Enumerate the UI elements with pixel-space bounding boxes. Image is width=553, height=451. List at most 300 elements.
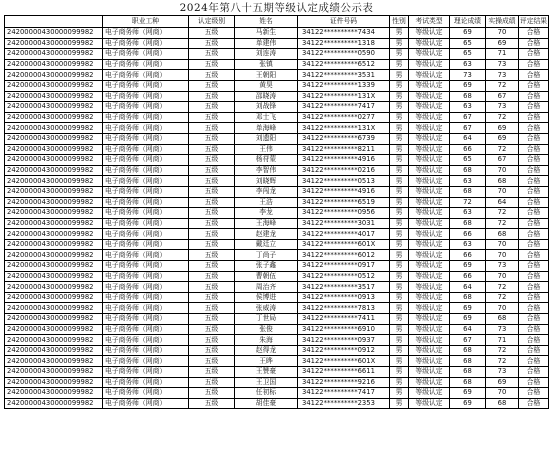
cell-practical-score: 68: [486, 176, 519, 187]
cell-theory-score: 69: [450, 261, 486, 272]
cell-exam-type: 等级认定: [409, 49, 450, 60]
cell-id-number: 34122**********6512: [298, 59, 390, 70]
cell-id-number: 34122**********4017: [298, 229, 390, 240]
cell-id-number: 34122**********0913: [298, 292, 390, 303]
cell-exam-type: 等级认定: [409, 292, 450, 303]
cell-practical-score: 73: [486, 59, 519, 70]
cell-theory-score: 69: [450, 28, 486, 39]
cell-level: 五级: [189, 356, 235, 367]
cell-exam-type: 等级认定: [409, 208, 450, 219]
cell-occupation: 电子商务师（网商）: [103, 165, 189, 176]
cell-exam-type: 等级认定: [409, 133, 450, 144]
cell-level: 五级: [189, 271, 235, 282]
table-row: [5, 123, 549, 134]
cell-id-number: 34122**********6739: [298, 133, 390, 144]
cell-result: 合格: [519, 282, 549, 293]
cell-gender: 男: [390, 59, 409, 70]
cell-name: 赵建龙: [235, 229, 298, 240]
cell-practical-score: 70: [486, 271, 519, 282]
cell-theory-score: 67: [450, 112, 486, 123]
cell-theory-score: 63: [450, 208, 486, 219]
cell-id-number: 34122**********1318: [298, 38, 390, 49]
cell-batch-code: 24200000430000099982: [5, 49, 103, 60]
cell-batch-code: 24200000430000099982: [5, 314, 103, 325]
cell-result: 合格: [519, 377, 549, 388]
cell-theory-score: 66: [450, 250, 486, 261]
cell-exam-type: 等级认定: [409, 28, 450, 39]
cell-id-number: 34122**********0956: [298, 208, 390, 219]
cell-practical-score: 72: [486, 218, 519, 229]
cell-theory-score: 67: [450, 335, 486, 346]
table-row: [5, 292, 549, 303]
table-row: [5, 250, 549, 261]
table-row: [5, 197, 549, 208]
cell-practical-score: 67: [486, 91, 519, 102]
cell-result: 合格: [519, 59, 549, 70]
cell-result: 合格: [519, 314, 549, 325]
cell-occupation: 电子商务师（网商）: [103, 229, 189, 240]
cell-id-number: 34122**********6910: [298, 324, 390, 335]
cell-name: 曹朝伍: [235, 271, 298, 282]
cell-level: 五级: [189, 144, 235, 155]
cell-id-number: 34122**********4916: [298, 155, 390, 166]
cell-name: 王海峰: [235, 218, 298, 229]
cell-occupation: 电子商务师（网商）: [103, 218, 189, 229]
cell-occupation: 电子商务师（网商）: [103, 133, 189, 144]
cell-name: 胡佳豪: [235, 398, 298, 409]
cell-result: 合格: [519, 229, 549, 240]
table-row: [5, 91, 549, 102]
cell-batch-code: 24200000430000099982: [5, 165, 103, 176]
cell-gender: 男: [390, 102, 409, 113]
cell-batch-code: 24200000430000099982: [5, 186, 103, 197]
cell-gender: 男: [390, 38, 409, 49]
cell-gender: 男: [390, 208, 409, 219]
cell-practical-score: 69: [486, 123, 519, 134]
cell-practical-score: 67: [486, 155, 519, 166]
cell-id-number: 34122**********6519: [298, 197, 390, 208]
cell-batch-code: 24200000430000099982: [5, 91, 103, 102]
table-row: [5, 133, 549, 144]
cell-result: 合格: [519, 367, 549, 378]
cell-batch-code: 24200000430000099982: [5, 398, 103, 409]
cell-result: 合格: [519, 80, 549, 91]
table-row: [5, 377, 549, 388]
cell-occupation: 电子商务师（网商）: [103, 80, 189, 91]
cell-name: 周治齐: [235, 282, 298, 293]
cell-practical-score: 72: [486, 282, 519, 293]
cell-occupation: 电子商务师（网商）: [103, 28, 189, 39]
table-row: [5, 49, 549, 60]
table-row: [5, 208, 549, 219]
cell-practical-score: 73: [486, 70, 519, 81]
cell-exam-type: 等级认定: [409, 398, 450, 409]
cell-gender: 男: [390, 292, 409, 303]
cell-practical-score: 64: [486, 197, 519, 208]
cell-gender: 男: [390, 186, 409, 197]
table-row: [5, 398, 549, 409]
cell-id-number: 34122**********0512: [298, 271, 390, 282]
cell-exam-type: 等级认定: [409, 261, 450, 272]
cell-exam-type: 等级认定: [409, 388, 450, 399]
table-row: [5, 303, 549, 314]
cell-theory-score: 65: [450, 49, 486, 60]
cell-occupation: 电子商务师（网商）: [103, 324, 189, 335]
cell-practical-score: 68: [486, 314, 519, 325]
cell-theory-score: 66: [450, 229, 486, 240]
table-row: [5, 261, 549, 272]
cell-practical-score: 69: [486, 133, 519, 144]
cell-batch-code: 24200000430000099982: [5, 388, 103, 399]
results-table: [4, 15, 549, 409]
cell-level: 五级: [189, 102, 235, 113]
cell-exam-type: 等级认定: [409, 70, 450, 81]
cell-occupation: 电子商务师（网商）: [103, 155, 189, 166]
header-id-number: 证件号码: [298, 16, 390, 28]
table-row: [5, 155, 549, 166]
cell-gender: 男: [390, 123, 409, 134]
cell-theory-score: 67: [450, 123, 486, 134]
cell-occupation: 电子商务师（网商）: [103, 356, 189, 367]
cell-result: 合格: [519, 208, 549, 219]
cell-practical-score: 70: [486, 165, 519, 176]
cell-exam-type: 等级认定: [409, 197, 450, 208]
header-name: 姓名: [235, 16, 298, 28]
cell-gender: 男: [390, 271, 409, 282]
cell-result: 合格: [519, 324, 549, 335]
table-body: [5, 28, 549, 409]
cell-practical-score: 73: [486, 102, 519, 113]
header-occupation: 职业工种: [103, 16, 189, 28]
cell-gender: 男: [390, 165, 409, 176]
cell-result: 合格: [519, 155, 549, 166]
cell-practical-score: 69: [486, 38, 519, 49]
table-row: [5, 176, 549, 187]
cell-id-number: 34122**********601X: [298, 239, 390, 250]
cell-theory-score: 68: [450, 218, 486, 229]
cell-occupation: 电子商务师（网商）: [103, 208, 189, 219]
cell-level: 五级: [189, 388, 235, 399]
cell-occupation: 电子商务师（网商）: [103, 335, 189, 346]
cell-result: 合格: [519, 133, 549, 144]
cell-gender: 男: [390, 377, 409, 388]
cell-theory-score: 69: [450, 80, 486, 91]
cell-name: 刘遗阳: [235, 133, 298, 144]
cell-id-number: 34122**********9216: [298, 377, 390, 388]
cell-practical-score: 72: [486, 345, 519, 356]
cell-name: 王赞豪: [235, 367, 298, 378]
cell-theory-score: 69: [450, 388, 486, 399]
cell-theory-score: 66: [450, 271, 486, 282]
cell-theory-score: 68: [450, 345, 486, 356]
cell-result: 合格: [519, 218, 549, 229]
cell-name: 张威涛: [235, 303, 298, 314]
cell-id-number: 34122**********601X: [298, 356, 390, 367]
cell-batch-code: 24200000430000099982: [5, 70, 103, 81]
table-row: [5, 59, 549, 70]
cell-level: 五级: [189, 218, 235, 229]
cell-theory-score: 69: [450, 314, 486, 325]
table-row: [5, 229, 549, 240]
cell-gender: 男: [390, 398, 409, 409]
cell-batch-code: 24200000430000099982: [5, 80, 103, 91]
table-row: [5, 314, 549, 325]
cell-name: 王卫国: [235, 377, 298, 388]
cell-exam-type: 等级认定: [409, 250, 450, 261]
cell-name: 邓士飞: [235, 112, 298, 123]
cell-batch-code: 24200000430000099982: [5, 345, 103, 356]
cell-practical-score: 73: [486, 324, 519, 335]
cell-exam-type: 等级认定: [409, 80, 450, 91]
cell-batch-code: 24200000430000099982: [5, 377, 103, 388]
cell-name: 刘晓辉: [235, 176, 298, 187]
cell-gender: 男: [390, 314, 409, 325]
cell-batch-code: 24200000430000099982: [5, 367, 103, 378]
cell-theory-score: 68: [450, 292, 486, 303]
cell-level: 五级: [189, 261, 235, 272]
cell-result: 合格: [519, 292, 549, 303]
cell-practical-score: 68: [486, 229, 519, 240]
cell-level: 五级: [189, 38, 235, 49]
cell-occupation: 电子商务师（网商）: [103, 59, 189, 70]
cell-level: 五级: [189, 303, 235, 314]
cell-exam-type: 等级认定: [409, 282, 450, 293]
table-row: [5, 28, 549, 39]
cell-theory-score: 72: [450, 197, 486, 208]
cell-id-number: 34122**********0590: [298, 49, 390, 60]
cell-id-number: 34122**********6012: [298, 250, 390, 261]
cell-name: 单海峰: [235, 123, 298, 134]
cell-result: 合格: [519, 28, 549, 39]
cell-level: 五级: [189, 59, 235, 70]
cell-name: 张子鑫: [235, 261, 298, 272]
cell-practical-score: 72: [486, 80, 519, 91]
cell-batch-code: 24200000430000099982: [5, 282, 103, 293]
cell-theory-score: 68: [450, 186, 486, 197]
cell-id-number: 34122**********0277: [298, 112, 390, 123]
cell-gender: 男: [390, 218, 409, 229]
header-batch-code: [5, 16, 103, 28]
cell-result: 合格: [519, 388, 549, 399]
cell-id-number: 34122**********7813: [298, 303, 390, 314]
cell-exam-type: 等级认定: [409, 186, 450, 197]
cell-theory-score: 63: [450, 239, 486, 250]
cell-batch-code: 24200000430000099982: [5, 197, 103, 208]
cell-exam-type: 等级认定: [409, 239, 450, 250]
cell-theory-score: 65: [450, 155, 486, 166]
cell-result: 合格: [519, 38, 549, 49]
cell-result: 合格: [519, 335, 549, 346]
cell-result: 合格: [519, 176, 549, 187]
cell-name: 王朝阳: [235, 70, 298, 81]
cell-batch-code: 24200000430000099982: [5, 239, 103, 250]
cell-level: 五级: [189, 314, 235, 325]
cell-theory-score: 68: [450, 356, 486, 367]
table-row: [5, 345, 549, 356]
cell-gender: 男: [390, 197, 409, 208]
cell-result: 合格: [519, 49, 549, 60]
cell-exam-type: 等级认定: [409, 144, 450, 155]
table-row: [5, 218, 549, 229]
cell-level: 五级: [189, 229, 235, 240]
table-row: [5, 144, 549, 155]
cell-practical-score: 70: [486, 239, 519, 250]
cell-theory-score: 64: [450, 324, 486, 335]
cell-practical-score: 71: [486, 335, 519, 346]
cell-batch-code: 24200000430000099982: [5, 123, 103, 134]
table-row: [5, 388, 549, 399]
cell-level: 五级: [189, 28, 235, 39]
cell-name: 刘战锋: [235, 102, 298, 113]
cell-result: 合格: [519, 261, 549, 272]
cell-name: 丁尚子: [235, 250, 298, 261]
cell-exam-type: 等级认定: [409, 345, 450, 356]
cell-result: 合格: [519, 144, 549, 155]
cell-batch-code: 24200000430000099982: [5, 250, 103, 261]
cell-level: 五级: [189, 123, 235, 134]
cell-theory-score: 63: [450, 176, 486, 187]
cell-result: 合格: [519, 250, 549, 261]
cell-practical-score: 72: [486, 292, 519, 303]
cell-practical-score: 72: [486, 208, 519, 219]
cell-id-number: 34122**********7434: [298, 28, 390, 39]
header-practical-score: 实操成绩: [486, 16, 519, 28]
cell-batch-code: 24200000430000099982: [5, 155, 103, 166]
cell-gender: 男: [390, 367, 409, 378]
cell-theory-score: 68: [450, 377, 486, 388]
cell-id-number: 34122**********8211: [298, 144, 390, 155]
cell-gender: 男: [390, 112, 409, 123]
cell-exam-type: 等级认定: [409, 112, 450, 123]
header-exam-type: 考试类型: [409, 16, 450, 28]
cell-batch-code: 24200000430000099982: [5, 208, 103, 219]
cell-level: 五级: [189, 377, 235, 388]
cell-exam-type: 等级认定: [409, 59, 450, 70]
cell-gender: 男: [390, 239, 409, 250]
cell-theory-score: 69: [450, 398, 486, 409]
cell-occupation: 电子商务师（网商）: [103, 367, 189, 378]
cell-name: 张镇: [235, 59, 298, 70]
cell-level: 五级: [189, 324, 235, 335]
cell-gender: 男: [390, 261, 409, 272]
table-row: [5, 239, 549, 250]
cell-exam-type: 等级认定: [409, 367, 450, 378]
cell-id-number: 34122**********0912: [298, 345, 390, 356]
cell-level: 五级: [189, 345, 235, 356]
cell-level: 五级: [189, 292, 235, 303]
cell-batch-code: 24200000430000099982: [5, 261, 103, 272]
cell-name: 任初标: [235, 388, 298, 399]
cell-batch-code: 24200000430000099982: [5, 102, 103, 113]
cell-result: 合格: [519, 356, 549, 367]
cell-level: 五级: [189, 155, 235, 166]
cell-gender: 男: [390, 282, 409, 293]
cell-id-number: 34122**********0917: [298, 261, 390, 272]
cell-occupation: 电子商务师（网商）: [103, 261, 189, 272]
cell-gender: 男: [390, 335, 409, 346]
cell-batch-code: 24200000430000099982: [5, 335, 103, 346]
cell-practical-score: 69: [486, 377, 519, 388]
cell-practical-score: 70: [486, 250, 519, 261]
cell-result: 合格: [519, 112, 549, 123]
cell-name: 黄昊: [235, 80, 298, 91]
cell-gender: 男: [390, 80, 409, 91]
cell-exam-type: 等级认定: [409, 314, 450, 325]
cell-batch-code: 24200000430000099982: [5, 59, 103, 70]
cell-practical-score: 72: [486, 144, 519, 155]
cell-id-number: 34122**********131X: [298, 91, 390, 102]
cell-gender: 男: [390, 133, 409, 144]
cell-batch-code: 24200000430000099982: [5, 324, 103, 335]
cell-occupation: 电子商务师（网商）: [103, 271, 189, 282]
cell-name: 朱海: [235, 335, 298, 346]
cell-level: 五级: [189, 367, 235, 378]
cell-practical-score: 68: [486, 398, 519, 409]
cell-batch-code: 24200000430000099982: [5, 271, 103, 282]
cell-occupation: 电子商务师（网商）: [103, 91, 189, 102]
cell-occupation: 电子商务师（网商）: [103, 144, 189, 155]
table-row: [5, 102, 549, 113]
cell-name: 单建伟: [235, 38, 298, 49]
cell-gender: 男: [390, 91, 409, 102]
table-row: [5, 356, 549, 367]
cell-id-number: 34122**********7411: [298, 314, 390, 325]
cell-gender: 男: [390, 28, 409, 39]
cell-result: 合格: [519, 239, 549, 250]
cell-exam-type: 等级认定: [409, 165, 450, 176]
cell-occupation: 电子商务师（网商）: [103, 197, 189, 208]
cell-theory-score: 69: [450, 303, 486, 314]
cell-theory-score: 64: [450, 282, 486, 293]
cell-occupation: 电子商务师（网商）: [103, 292, 189, 303]
cell-exam-type: 等级认定: [409, 377, 450, 388]
cell-batch-code: 24200000430000099982: [5, 28, 103, 39]
table-row: [5, 282, 549, 293]
cell-occupation: 电子商务师（网商）: [103, 112, 189, 123]
cell-theory-score: 68: [450, 91, 486, 102]
cell-result: 合格: [519, 303, 549, 314]
cell-theory-score: 63: [450, 59, 486, 70]
cell-name: 王浩: [235, 197, 298, 208]
cell-id-number: 34122**********3531: [298, 70, 390, 81]
cell-practical-score: 72: [486, 356, 519, 367]
cell-batch-code: 24200000430000099982: [5, 133, 103, 144]
cell-id-number: 34122**********6611: [298, 367, 390, 378]
table-row: [5, 271, 549, 282]
header-row: [5, 16, 549, 28]
cell-batch-code: 24200000430000099982: [5, 303, 103, 314]
cell-gender: 男: [390, 324, 409, 335]
table-row: [5, 324, 549, 335]
cell-id-number: 34122**********0216: [298, 165, 390, 176]
cell-result: 合格: [519, 186, 549, 197]
cell-level: 五级: [189, 70, 235, 81]
cell-occupation: 电子商务师（网商）: [103, 239, 189, 250]
cell-name: 李龙: [235, 208, 298, 219]
cell-result: 合格: [519, 271, 549, 282]
cell-gender: 男: [390, 229, 409, 240]
cell-occupation: 电子商务师（网商）: [103, 303, 189, 314]
cell-occupation: 电子商务师（网商）: [103, 176, 189, 187]
cell-gender: 男: [390, 70, 409, 81]
cell-result: 合格: [519, 70, 549, 81]
cell-exam-type: 等级认定: [409, 38, 450, 49]
cell-practical-score: 73: [486, 261, 519, 272]
cell-result: 合格: [519, 91, 549, 102]
cell-exam-type: 等级认定: [409, 271, 450, 282]
cell-name: 李闯龙: [235, 186, 298, 197]
cell-id-number: 34122**********7417: [298, 388, 390, 399]
